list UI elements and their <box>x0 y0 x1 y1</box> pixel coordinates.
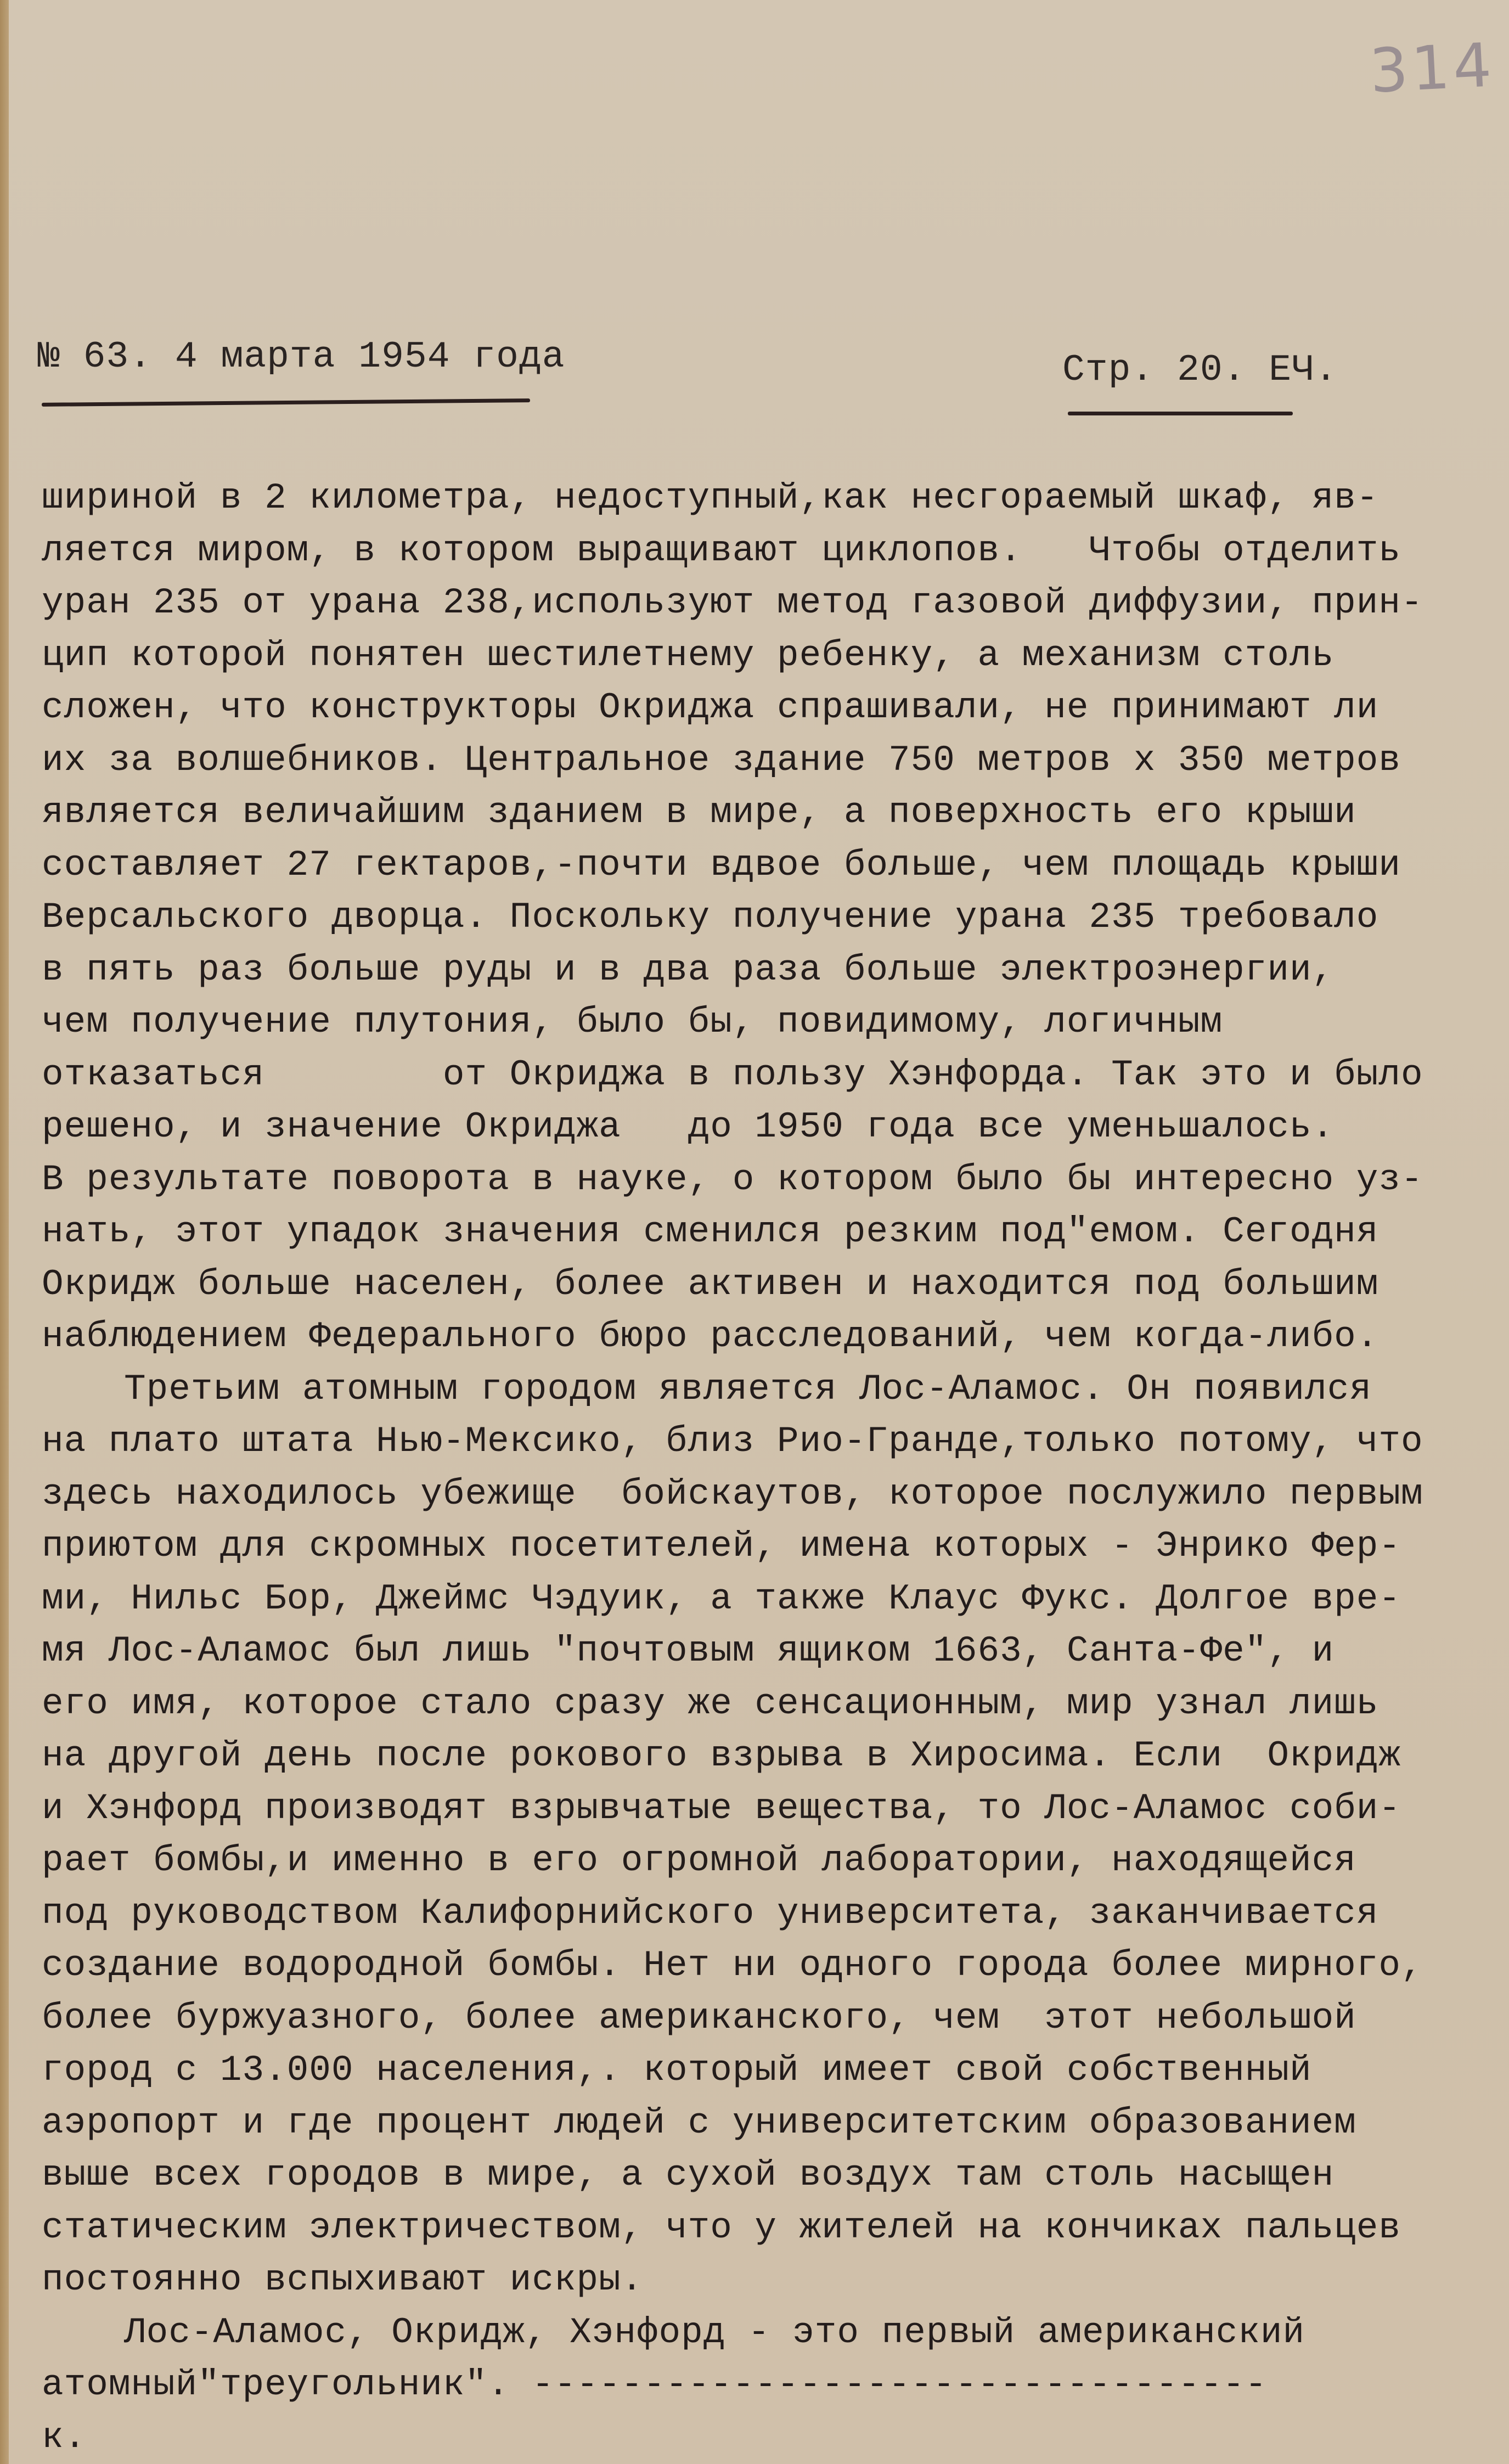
text-line: ляется миром, в котором выращивают циклопов. Чтобы отделить <box>42 530 1401 571</box>
page-reference-header: Стр. 20. ЕЧ. <box>1062 349 1338 391</box>
text-line: город с 13.000 населения,. который имеет свой собственный <box>42 2050 1312 2091</box>
text-line: мя Лос-Аламос был лишь "почтовым ящиком 1663, Санта-Фе", и <box>42 1630 1335 1672</box>
text-line: статическим электричеством, что у жителей на кончиках пальцев <box>42 2207 1401 2248</box>
text-line: уран 235 от урана 238,используют метод газовой диффузии, прин- <box>42 582 1423 623</box>
text-line: Версальского дворца. Поскольку получение урана 235 требовало <box>42 897 1379 938</box>
text-line: создание водородной бомбы. Нет ни одного города более мирного, <box>42 1945 1423 1986</box>
text-line: к. <box>42 2416 87 2458</box>
text-line: составляет 27 гектаров,-почти вдвое больше, чем площадь крыши <box>42 844 1401 886</box>
text-line: В результате поворота в науке, о котором было бы интересно уз- <box>42 1158 1423 1200</box>
text-line: на другой день после рокового взрыва в Хиросима. Если Окридж <box>42 1735 1401 1776</box>
text-line: его имя, которое стало сразу же сенсационным, мир узнал лишь <box>42 1683 1379 1724</box>
text-line: в пять раз больше руды и в два раза больше электроэнергии, <box>42 949 1335 991</box>
text-line: нать, этот упадок значения сменился резким под"емом. Сегодня <box>42 1211 1379 1252</box>
text-line: Окридж больше населен, более активен и находится под большим <box>42 1263 1379 1305</box>
text-line: наблюдением Федерального бюро расследований, чем когда-либо. <box>42 1316 1379 1357</box>
text-line: более буржуазного, более американского, чем этот небольшой <box>42 1997 1356 2039</box>
text-line: на плато штата Нью-Мексико, близ Рио-Гранде,только потому, что <box>42 1421 1423 1462</box>
binding-edge <box>0 0 9 2464</box>
text-line: цип которой понятен шестилетнему ребенку, а механизм столь <box>42 634 1335 676</box>
text-line: является величайшим зданием в мире, а поверхность его крыши <box>42 792 1356 833</box>
text-line: Лос-Аламос, Окридж, Хэнфорд - это первый американский <box>124 2311 1305 2353</box>
text-line: приютом для скромных посетителей, имена которых - Энрико Фер- <box>42 1526 1401 1567</box>
text-line: сложен, что конструкторы Окриджа спрашивали, не принимают ли <box>42 687 1379 728</box>
text-line: решено, и значение Окриджа до 1950 года все уменьшалось. <box>42 1106 1335 1147</box>
issue-date-header: № 63. 4 марта 1954 года <box>37 336 565 378</box>
text-line: аэропорт и где процент людей с университетским образованием <box>42 2102 1356 2144</box>
text-line: рает бомбы,и именно в его огромной лаборатории, находящейся <box>42 1840 1356 1881</box>
text-line: шириной в 2 километра, недоступный,как несгораемый шкаф, яв- <box>42 477 1379 519</box>
text-line: атомный"треугольник". --------------------------------- <box>42 2364 1268 2405</box>
text-line: выше всех городов в мире, а сухой воздух там столь насыщен <box>42 2154 1335 2196</box>
text-line: отказаться от Окриджа в пользу Хэнфорда. Так это и было <box>42 1054 1423 1095</box>
text-line: здесь находилось убежище бойскаутов, которое послужило первым <box>42 1473 1423 1515</box>
folio-number: 314 <box>1367 30 1497 106</box>
text-line: постоянно вспыхивают искры. <box>42 2259 644 2300</box>
text-line: и Хэнфорд производят взрывчатые вещества, то Лос-Аламос соби- <box>42 1787 1401 1829</box>
text-line: их за волшебников. Центральное здание 750 метров х 350 метров <box>42 739 1401 781</box>
text-line: под руководством Калифорнийского университета, заканчивается <box>42 1892 1379 1934</box>
header-underline-left <box>42 398 530 407</box>
document-page <box>9 0 1509 2464</box>
body-text <box>42 472 1423 2463</box>
text-line: чем получение плутония, было бы, повидимому, логичным <box>42 1002 1223 1043</box>
text-line: ми, Нильс Бор, Джеймс Чэдуик, а также Клаус Фукс. Долгое вре- <box>42 1578 1401 1619</box>
text-line: Третьим атомным городом является Лос-Аламос. Он появился <box>124 1368 1372 1410</box>
header-underline-right <box>1068 412 1293 415</box>
